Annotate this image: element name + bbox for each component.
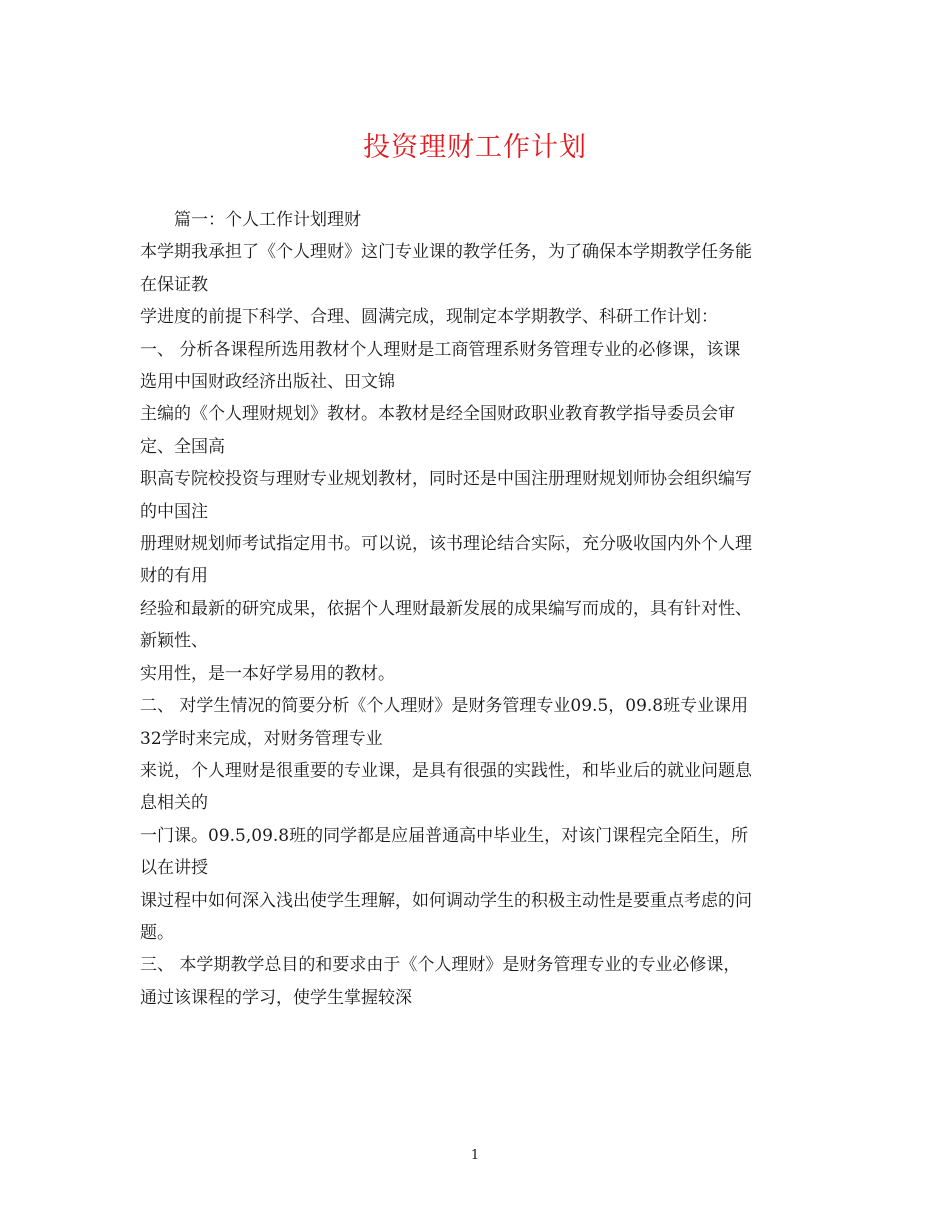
body-line: 职高专院校投资与理财专业规划教材，同时还是中国注册理财规划师协会组织编写 bbox=[140, 469, 752, 490]
body-line: 32学时来完成，对财务管理专业 bbox=[140, 728, 383, 749]
body-line: 一、 分析各课程所选用教材个人理财是工商管理系财务管理专业的必修课，该课 bbox=[140, 339, 741, 360]
body-line: 定、全国高 bbox=[140, 436, 225, 457]
body-line: 题。 bbox=[140, 922, 174, 943]
body-line: 经验和最新的研究成果，依据个人理财最新发展的成果编写而成的，具有针对性、 bbox=[140, 598, 752, 619]
body-line: 实用性，是一本好学易用的教材。 bbox=[140, 663, 395, 684]
page-number: 1 bbox=[470, 1148, 480, 1163]
document-body bbox=[140, 204, 820, 1014]
body-line: 息相关的 bbox=[140, 793, 208, 814]
body-line: 选用中国财政经济出版社、田文锦 bbox=[140, 372, 395, 393]
body-line: 的中国注 bbox=[140, 501, 208, 522]
body-line: 主编的《个人理财规划》教材。本教材是经全国财政职业教育教学指导委员会审 bbox=[140, 404, 735, 425]
body-line: 财的有用 bbox=[140, 566, 208, 587]
body-line: 通过该课程的学习，使学生掌握较深 bbox=[140, 987, 412, 1008]
body-line: 三、 本学期教学总目的和要求由于《个人理财》是财务管理专业的专业必修课， bbox=[140, 955, 741, 976]
body-line: 在保证教 bbox=[140, 274, 208, 295]
body-line: 册理财规划师考试指定用书。可以说，该书理论结合实际，充分吸收国内外个人理 bbox=[140, 534, 752, 555]
body-line: 二、 对学生情况的简要分析《个人理财》是财务管理专业09.5，09.8班专业课用 bbox=[140, 696, 749, 717]
body-line: 本学期我承担了《个人理财》这门专业课的教学任务，为了确保本学期教学任务能 bbox=[140, 242, 752, 263]
body-line: 以在讲授 bbox=[140, 858, 208, 879]
body-line: 来说，个人理财是很重要的专业课，是具有很强的实践性，和毕业后的就业问题息 bbox=[140, 760, 752, 781]
body-line: 课过程中如何深入浅出使学生理解，如何调动学生的积极主动性是要重点考虑的问 bbox=[140, 890, 752, 911]
body-line: 学进度的前提下科学、合理、圆满完成，现制定本学期教学、科研工作计划： bbox=[140, 307, 718, 328]
document-title: 投资理财工作计划 bbox=[363, 132, 587, 163]
body-line: 新颖性、 bbox=[140, 631, 208, 652]
body-line: 一门课。09.5,09.8班的同学都是应届普通高中毕业生，对该门课程完全陌生，所 bbox=[140, 825, 749, 846]
body-line: 篇一：个人工作计划理财 bbox=[174, 210, 361, 230]
